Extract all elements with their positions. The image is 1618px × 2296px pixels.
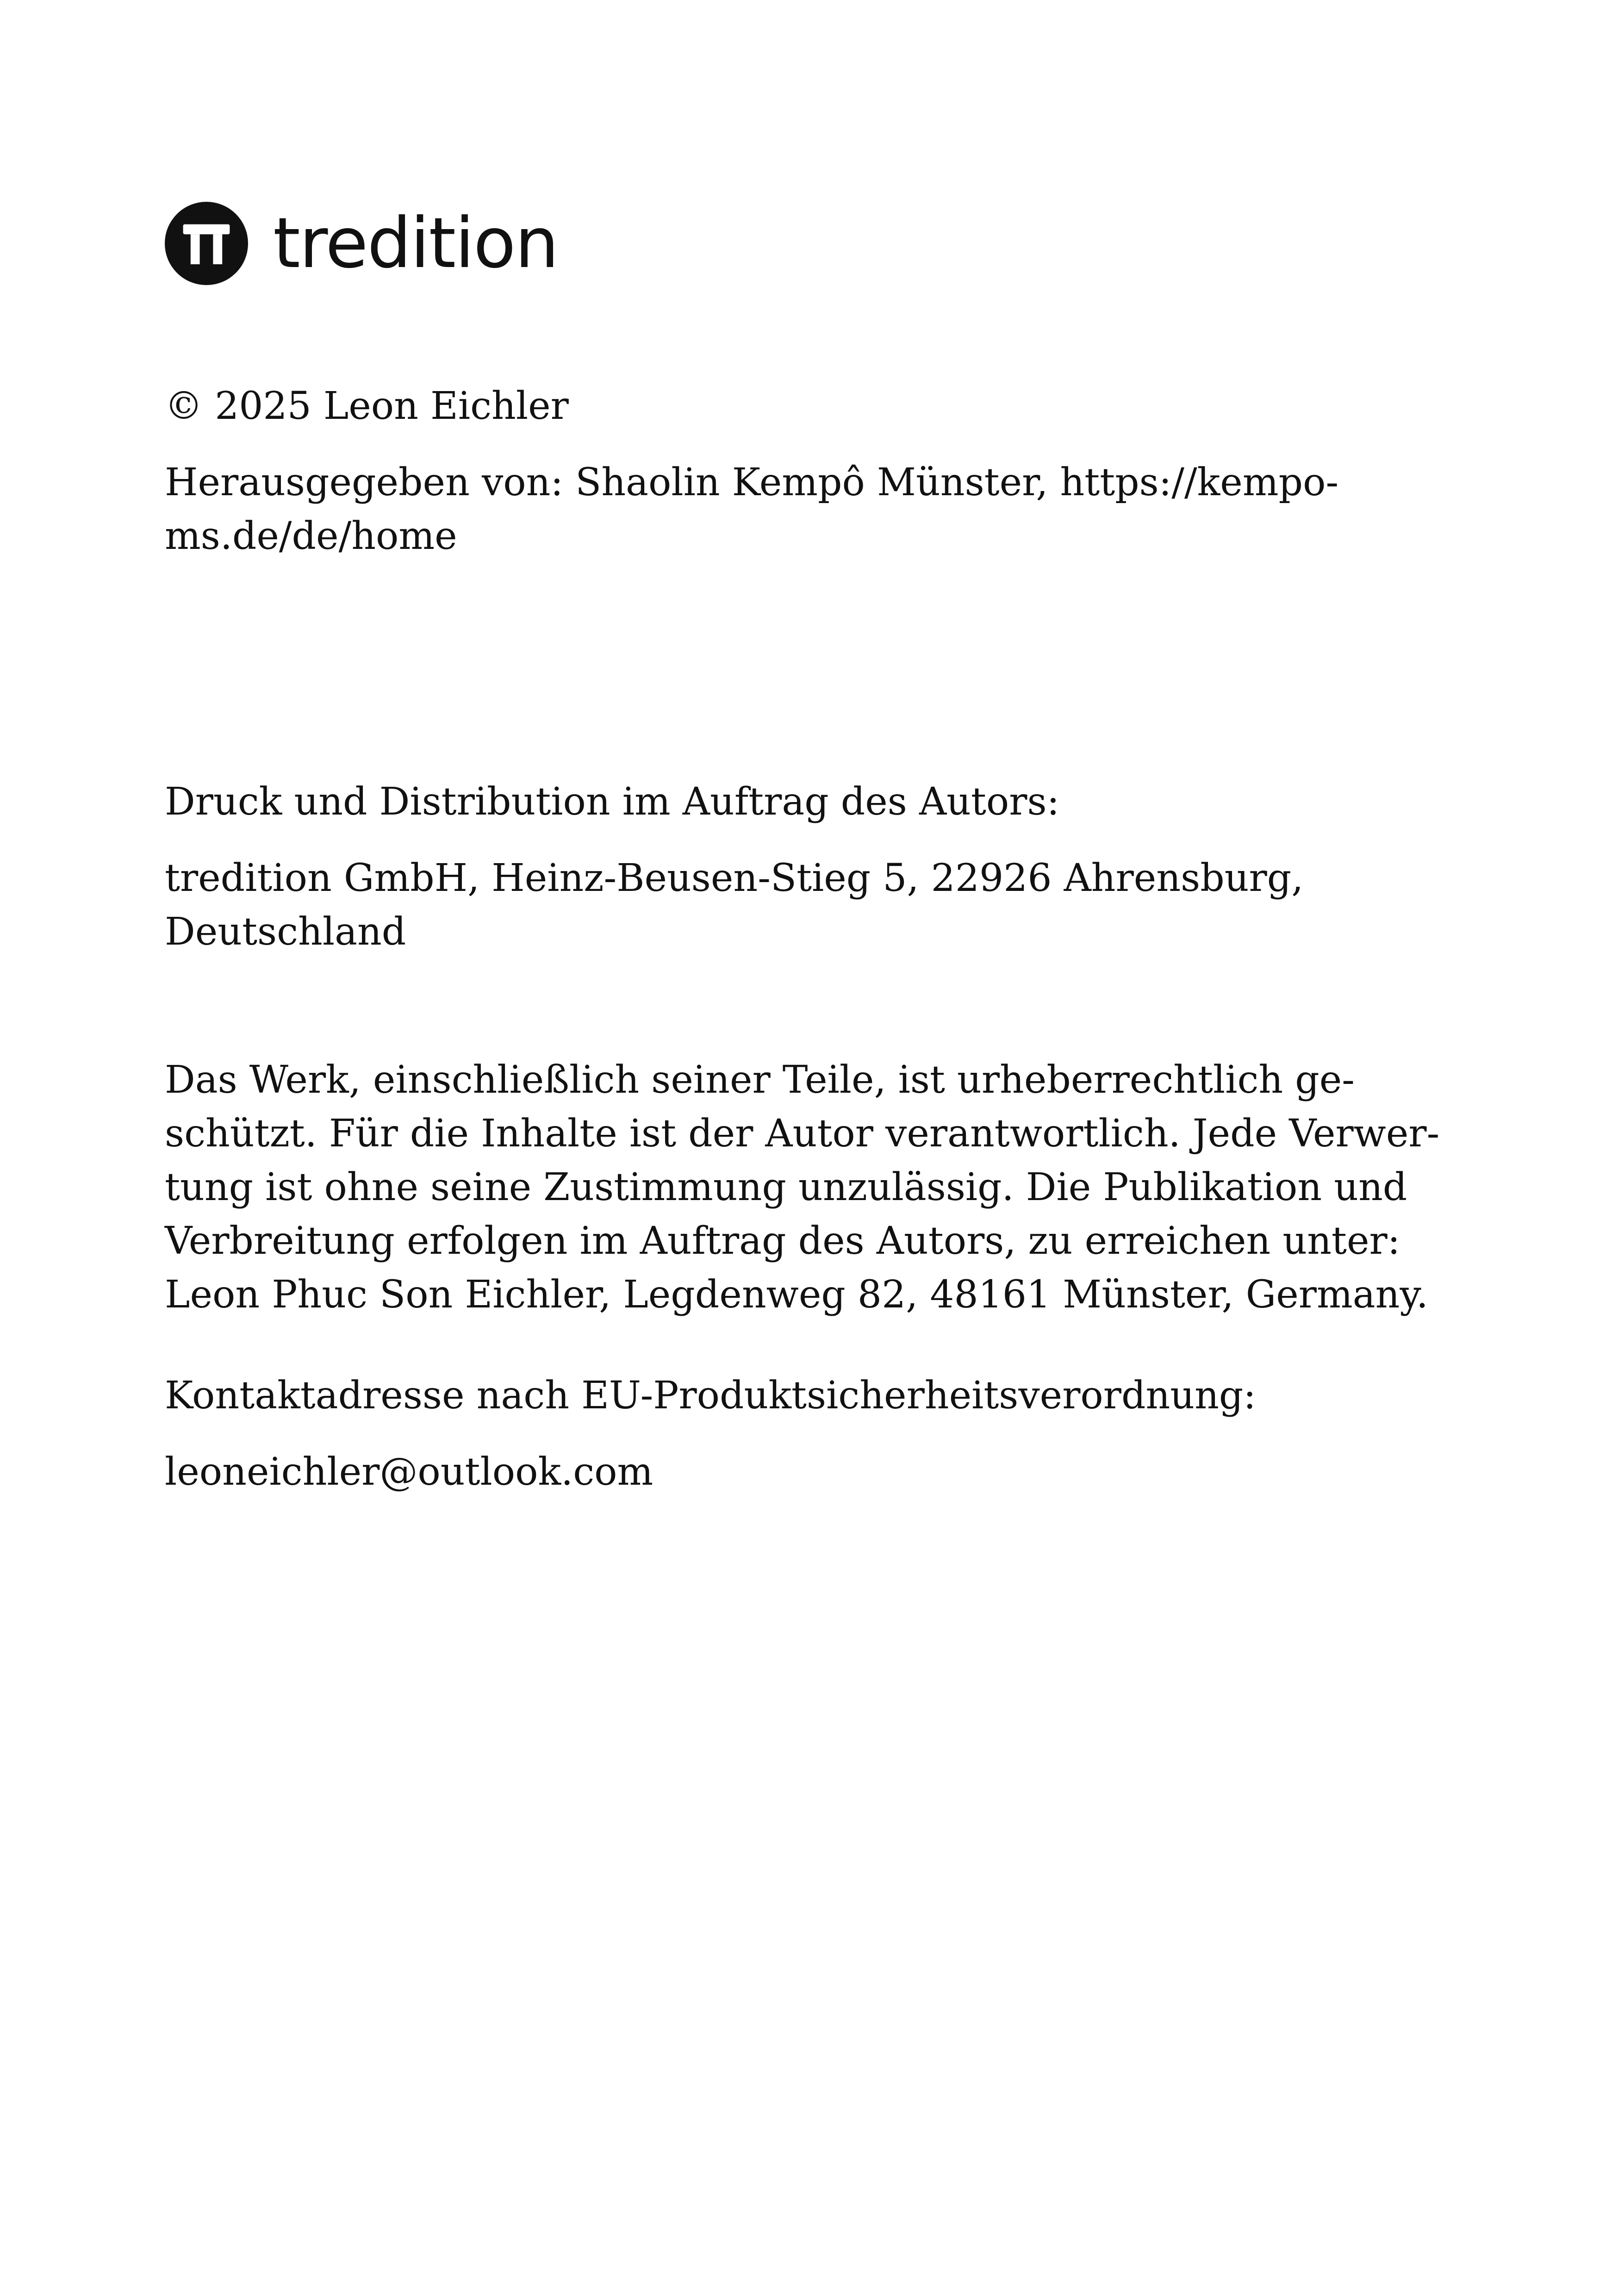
print-distribution-label: Druck und Distribution im Auftrag des Autors: xyxy=(165,780,1060,824)
published-by-line: ms.de/de/home xyxy=(165,514,457,558)
copyright-notice: © 2025 Leon Eichler xyxy=(165,384,569,428)
rights-notice-line: schützt. Für die Inhalte ist der Autor verantwortlich. Jede Verwer- xyxy=(165,1112,1440,1156)
printer-address-line: Deutschland xyxy=(165,910,406,954)
contact-email: leoneichler@outlook.com xyxy=(165,1450,653,1494)
rights-notice-line: tung ist ohne seine Zustimmung unzulässig. Die Publikation und xyxy=(165,1165,1407,1209)
logo-wordmark: tredition xyxy=(273,203,558,284)
rights-notice-line: Verbreitung erfolgen im Auftrag des Autors, zu erreichen unter: xyxy=(165,1219,1400,1263)
published-by-line: Herausgegeben von: Shaolin Kempô Münster, https://kempo- xyxy=(165,460,1339,504)
rights-notice-line: Leon Phuc Son Eichler, Legdenweg 82, 48161 Münster, Germany. xyxy=(165,1273,1428,1317)
rights-notice-line: Das Werk, einschließlich seiner Teile, ist urheberrechtlich ge- xyxy=(165,1058,1355,1102)
printer-address xyxy=(165,852,1303,959)
published-by xyxy=(165,456,1338,563)
rights-notice xyxy=(165,1053,1439,1322)
contact-label: Kontaktadresse nach EU-Produktsicherheitsverordnung: xyxy=(165,1374,1257,1418)
publisher-logo xyxy=(165,202,558,285)
tredition-logo-icon xyxy=(165,202,248,285)
printer-address-line: tredition GmbH, Heinz-Beusen-Stieg 5, 22926 Ahrensburg, xyxy=(165,856,1304,900)
